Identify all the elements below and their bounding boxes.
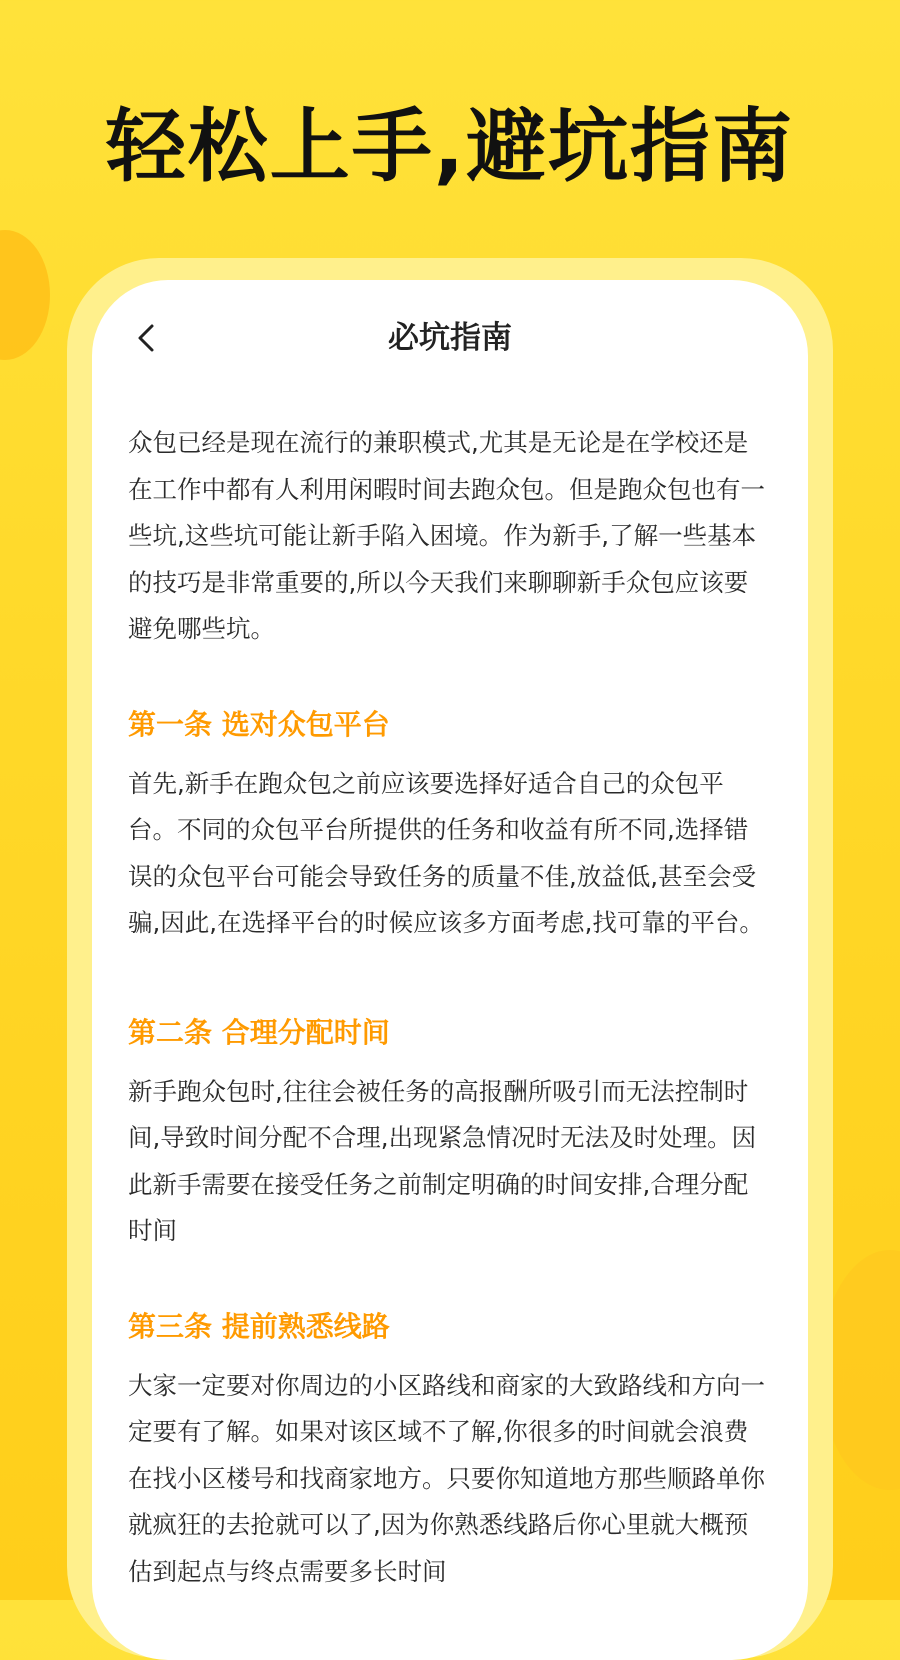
nav-bar xyxy=(92,308,808,372)
phone-screen xyxy=(92,280,808,1660)
page-title: 必坑指南 xyxy=(388,320,512,356)
background-decoration-left xyxy=(0,230,50,360)
section-body-3: 大家一定要对你周边的小区路线和商家的大致路线和方向一定要有了解。如果对该区域不了解,你很多的时间就会浪费在找小区楼号和找商家地方。只要你知道地方那些顺路单你就疯狂的去抢就可以了,因为你熟悉线路后你心里就大概预估到起点与终点需要多长时间 xyxy=(128,1370,765,1586)
article-content xyxy=(128,420,768,1595)
section-body-1: 首先,新手在跑众包之前应该要选择好适合自己的众包平台。不同的众包平台所提供的任务和收益有所不同,选择错误的众包平台可能会导致任务的质量不佳,放益低,甚至会受骗,因此,在选择平台的时候应该多方面考虑,找可靠的平台。 xyxy=(128,768,764,937)
section-title-3: 第三条 提前熟悉线路 xyxy=(128,1309,390,1343)
hero-title: 轻松上手,避坑指南 xyxy=(105,100,795,193)
intro-paragraph: 众包已经是现在流行的兼职模式,尤其是无论是在学校还是在工作中都有人利用闲暇时间去跑众包。但是跑众包也有一些坑,这些坑可能让新手陷入困境。作为新手,了解一些基本的技巧是非常重要的,所以今天我们来聊聊新手众包应该要避免哪些坑。 xyxy=(128,428,765,643)
chevron-left-icon[interactable] xyxy=(128,318,168,358)
section-title-1: 第一条 选对众包平台 xyxy=(128,707,390,741)
section-body-2: 新手跑众包时,往往会被任务的高报酬所吸引而无法控制时间,导致时间分配不合理,出现紧急情况时无法及时处理。因此新手需要在接受任务之前制定明确的时间安排,合理分配时间 xyxy=(128,1076,757,1245)
section-title-2: 第二条 合理分配时间 xyxy=(128,1015,390,1049)
